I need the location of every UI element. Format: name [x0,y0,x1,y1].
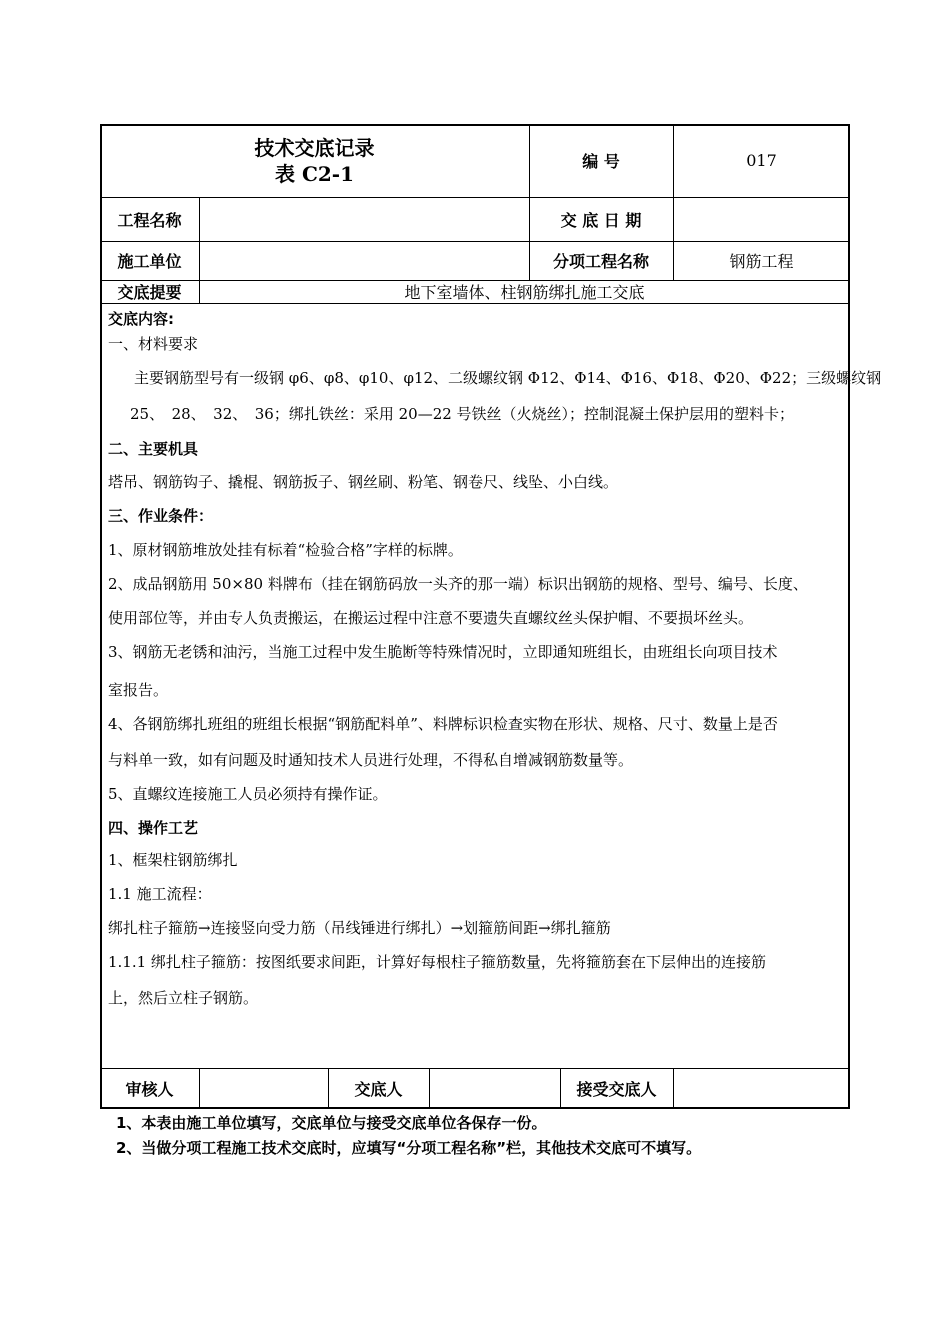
discloser-label: 交底人 [354,1080,403,1099]
content-line: 与料单一致，如有问题及时通知技术人员进行处理，不得私自增减钢筋数量等。 [108,751,634,769]
content-line: 5、直螺纹连接施工人员必须持有操作证。 [108,785,388,803]
content-line: 3、钢筋无老锈和油污，当施工过程中发生脆断等特殊情况时，立即通知班组长，由班组长向项目技术 [108,643,778,661]
date-field[interactable] [673,197,850,241]
content-line: 一、材料要求 [108,335,199,353]
content-line: 主要钢筋型号有一级钢 φ6、φ8、φ10、φ12、二级螺纹钢 Φ12、Φ14、Φ16、Φ18、Φ20、Φ22；三级螺纹钢 [134,369,882,387]
note-line: 1、本表由施工单位填写，交底单位与接受交底单位各保存一份。 [116,1114,547,1132]
discloser-field[interactable] [429,1068,560,1109]
content-line: 25、 28、 32、 36；绑扎铁丝：采用 20—22 号铁丝（火烧丝）；控制混凝土保护层用的塑料卡； [130,405,795,423]
number-value[interactable]: 017 [746,151,777,170]
summary-field[interactable]: 地下室墙体、柱钢筋绑扎施工交底 [404,283,645,302]
content-line: 1.1 施工流程： [108,885,212,903]
form-title [100,124,529,197]
form-title-main: 技术交底记录 [254,135,375,160]
project-name-label: 工程名称 [117,210,182,230]
content-line: 室报告。 [108,681,169,699]
reviewer-field[interactable] [199,1068,328,1109]
content-line: 二、主要机具 [108,440,199,458]
content-line: 2、成品钢筋用 50×80 料牌布（挂在钢筋码放一头齐的那一端）标识出钢筋的规格、型号、编号、长度、 [108,575,808,593]
receiver-label: 接受交底人 [576,1080,657,1099]
content-line: 1、原材钢筋堆放处挂有标着“检验合格”字样的标牌。 [108,541,463,559]
unit-field[interactable] [199,241,529,280]
content-line: 4、各钢筋绑扎班组的班组长根据“钢筋配料单”、料牌标识检查实物在形状、规格、尺寸、数量上是否 [108,715,778,733]
content-line: 四、操作工艺 [108,819,199,837]
content-line: 三、作业条件： [108,507,214,525]
sub-project-label: 分项工程名称 [552,252,649,271]
content-line: 塔吊、钢筋钩子、撬棍、钢筋扳子、钢丝刷、粉笔、钢卷尺、线坠、小白线。 [108,473,619,491]
receiver-field[interactable] [673,1068,850,1109]
content-line: 绑扎柱子箍筋→连接竖向受力筋（吊线锤进行绑扎）→划箍筋间距→绑扎箍筋 [108,919,611,937]
content-line: 1.1.1 绑扎柱子箍筋：按图纸要求间距，计算好每根柱子箍筋数量，先将箍筋套在下层伸出的连接筋 [108,953,766,971]
summary-label: 交底提要 [117,283,182,302]
row-divider [100,303,850,304]
note-line: 2、当做分项工程施工技术交底时，应填写“分项工程名称”栏，其他技术交底可不填写。 [116,1139,702,1157]
reviewer-label: 审核人 [125,1080,174,1099]
sub-project-field[interactable]: 钢筋工程 [729,252,794,271]
content-heading: 交底内容: [108,310,174,328]
project-name-field[interactable] [199,197,529,241]
unit-label: 施工单位 [117,252,182,271]
number-label: 编 号 [582,152,620,171]
date-label: 交 底 日 期 [560,210,642,230]
content-line: 上，然后立柱子钢筋。 [108,989,259,1007]
content-line: 1、框架柱钢筋绑扎 [108,851,238,869]
content-line: 使用部位等，并由专人负责搬运，在搬运过程中注意不要遗失直螺纹丝头保护帽、不要损坏丝头。 [108,609,754,627]
form-code: 表 C2-1 [274,161,354,186]
